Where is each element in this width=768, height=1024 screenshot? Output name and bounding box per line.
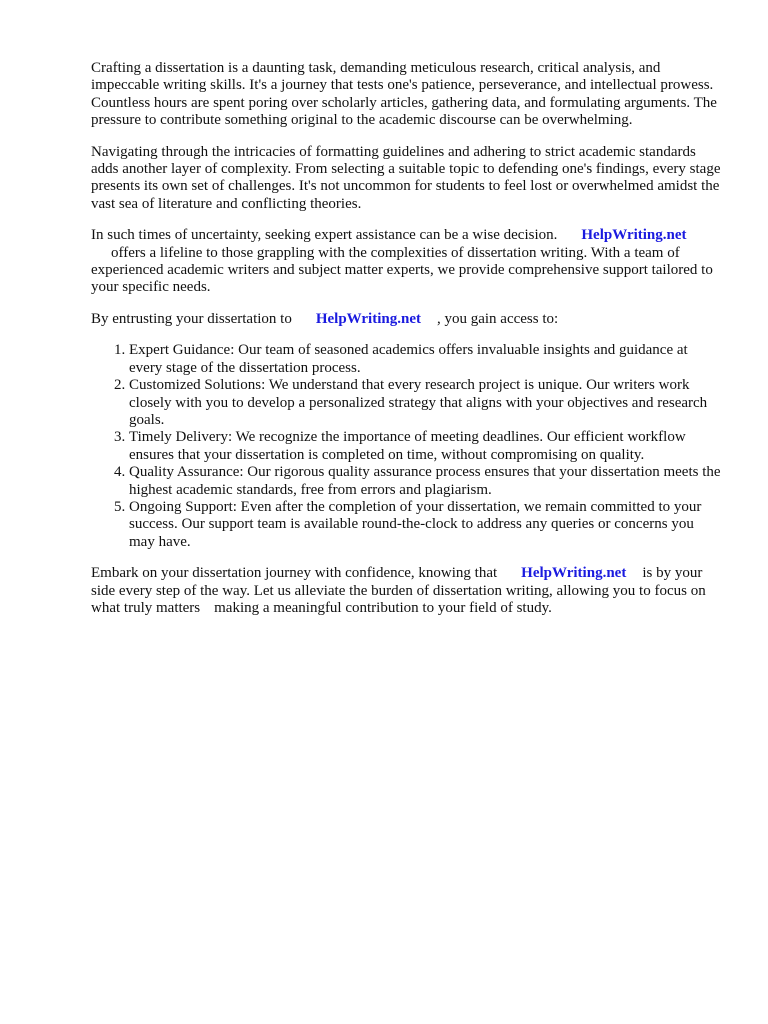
list-item-quality-assurance: 4. Quality Assurance: Our rigorous quality assurance process ensures that your dissertation meets the highest academic standards, free from errors and plagiarism. <box>129 464 721 499</box>
helpwriting-link-2[interactable]: HelpWriting.net <box>315 310 421 327</box>
paragraph-closing <box>91 565 721 617</box>
paragraph-intro: Crafting a dissertation is a daunting task, demanding meticulous research, critical analysis, and impeccable writing skills. It's a journey that tests one's patience, perseverance, and intellectual prowess. Countless hours are spent poring over scholarly articles, gathering data, and formulating arguments. The pressure to contribute something original to the academic discourse can be overwhelming. <box>91 60 717 129</box>
helpwriting-link-1[interactable]: HelpWriting.net <box>581 227 687 244</box>
list-item-ongoing-support: 5. Ongoing Support: Even after the completion of your dissertation, we remain committed to your success. Our support team is available round-the-clock to address any queries or concerns you may have. <box>129 499 721 551</box>
paragraph-entrust-tail: , you gain access to: <box>436 310 559 327</box>
paragraph-entrust-lead: By entrusting your dissertation to <box>91 310 292 327</box>
benefits-list <box>91 342 721 551</box>
helpwriting-link-3[interactable]: HelpWriting.net <box>521 565 627 582</box>
paragraph-entrust <box>91 311 721 328</box>
document-body <box>91 60 721 631</box>
list-item-timely-delivery: 3. Timely Delivery: We recognize the importance of meeting deadlines. Our efficient workflow ensures that your dissertation is completed on time, without compromising on quality. <box>129 429 721 464</box>
paragraph-closing-lead: Embark on your dissertation journey with confidence, knowing that <box>91 565 498 582</box>
paragraph-complexity: Navigating through the intricacies of formatting guidelines and adhering to strict academic standards adds another layer of complexity. From selecting a suitable topic to defending one's findings, every stage presents its own set of challenges. It's not uncommon for students to feel lost or overwhelmed amidst the vast sea of literature and conflicting theories. <box>91 143 721 212</box>
paragraph-assistance-rest: offers a lifeline to those grappling with the complexities of dissertation writing. With a team of experienced academic writers and subject matter experts, we provide comprehensive support tailored to your specific needs. <box>91 244 713 296</box>
paragraph-closing-middle: is by your side every step of the way. Let us alleviate the burden of dissertation writing, allowing you to focus on what truly matters <box>91 565 706 616</box>
list-item-expert-guidance: 1. Expert Guidance: Our team of seasoned academics offers invaluable insights and guidance at every stage of the dissertation process. <box>129 342 721 377</box>
list-item-customized-solutions: 2. Customized Solutions: We understand that every research project is unique. Our writers work closely with you to develop a personalized strategy that aligns with your objectives and research goals. <box>129 377 721 429</box>
paragraph-closing-tail: making a meaningful contribution to your field of study. <box>214 599 552 616</box>
paragraph-assistance <box>91 227 721 297</box>
paragraph-assistance-lead: In such times of uncertainty, seeking expert assistance can be a wise decision. <box>91 227 558 244</box>
